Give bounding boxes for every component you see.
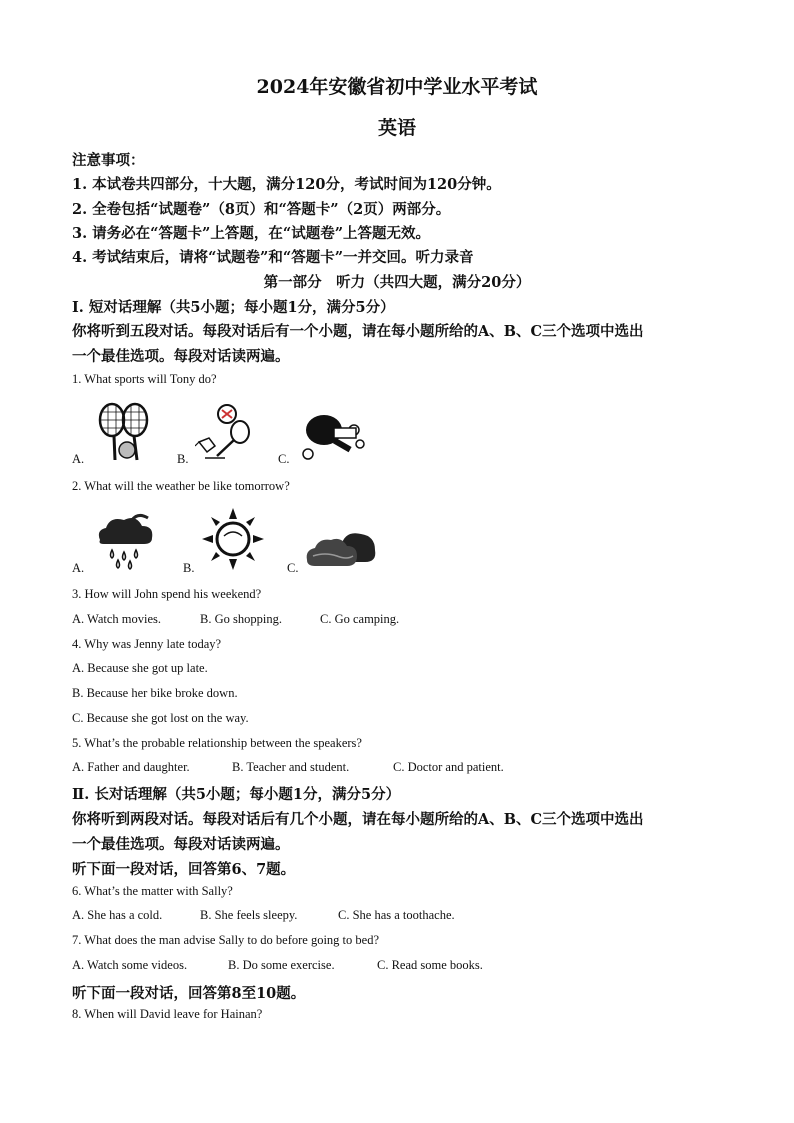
question-5: 5. What’s the probable relationship between the speakers? xyxy=(72,736,362,750)
exam-title: 2024年安徽省初中学业水平考试 xyxy=(256,76,538,98)
ping-pong-icon xyxy=(298,410,368,462)
option-a-label: A. xyxy=(72,452,85,466)
note-item: 4. 考试结束后，请将“试题卷”和“答题卡”一并交回。听力录音 xyxy=(72,249,474,266)
option-b-label: B. xyxy=(183,561,195,575)
option-c: C. Read some books. xyxy=(377,958,483,972)
question-3: 3. How will John spend his weekend? xyxy=(72,587,262,601)
part1-heading: 第一部分 听力（共四大题，满分20分） xyxy=(263,274,531,291)
note-item: 2. 全卷包括“试题卷”（8页）和“答题卡”（2页）两部分。 xyxy=(72,201,451,218)
option-c: C. Because she got lost on the way. xyxy=(72,711,249,725)
option-b: B. Teacher and student. xyxy=(232,760,350,774)
tennis-icon xyxy=(95,400,157,462)
option-b: B. She feels sleepy. xyxy=(200,908,298,922)
note-item: 1. 本试卷共四部分，十大题，满分120分，考试时间为120分钟。 xyxy=(72,176,501,193)
option-a: A. Watch movies. xyxy=(72,612,162,626)
option-c-label: C. xyxy=(287,561,299,575)
question-8: 8. When will David leave for Hainan? xyxy=(72,1007,263,1021)
exam-subject: 英语 xyxy=(377,117,416,139)
option-b-label: B. xyxy=(177,452,189,466)
option-a: A. Because she got up late. xyxy=(72,661,208,675)
badminton-icon xyxy=(195,402,257,462)
option-b: B. Do some exercise. xyxy=(228,958,335,972)
question-1: 1. What sports will Tony do? xyxy=(72,372,217,386)
option-a: A. Father and daughter. xyxy=(72,760,190,774)
question-2: 2. What will the weather be like tomorrow? xyxy=(72,479,290,493)
option-c: C. Go camping. xyxy=(320,612,400,626)
question-6: 6. What’s the matter with Sally? xyxy=(72,884,233,898)
option-c: C. Doctor and patient. xyxy=(393,760,504,774)
option-c: C. She has a toothache. xyxy=(338,908,455,922)
option-a-label: A. xyxy=(72,561,85,575)
cloud-icon xyxy=(305,526,379,570)
sun-icon xyxy=(200,506,266,572)
option-c-label: C. xyxy=(278,452,290,466)
dialog-instruction: 听下面一段对话，回答第6、7题。 xyxy=(72,861,296,878)
section1-instruction: 你将听到五段对话。每段对话后有一个小题，请在每小题所给的A、B、C三个选项中选出 xyxy=(72,323,644,340)
section1-heading: I. 短对话理解（共5小题；每小题1分，满分5分） xyxy=(72,299,395,316)
option-b: B. Because her bike broke down. xyxy=(72,686,238,700)
section1-instruction: 一个最佳选项。每段对话读两遍。 xyxy=(72,348,290,365)
option-a: A. She has a cold. xyxy=(72,908,163,922)
section2-instruction: 一个最佳选项。每段对话读两遍。 xyxy=(72,836,290,853)
notes-heading: 注意事项： xyxy=(72,152,145,169)
note-item: 3. 请务必在“答题卡”上答题，在“试题卷”上答题无效。 xyxy=(72,225,431,242)
option-a: A. Watch some videos. xyxy=(72,958,188,972)
option-b: B. Go shopping. xyxy=(200,612,282,626)
rain-icon xyxy=(92,512,158,570)
question-7: 7. What does the man advise Sally to do before going to bed? xyxy=(72,933,379,947)
dialog-instruction: 听下面一段对话，回答第8至10题。 xyxy=(72,985,306,1002)
question-4: 4. Why was Jenny late today? xyxy=(72,637,222,651)
section2-heading: Ⅱ. 长对话理解（共5小题；每小题1分，满分5分） xyxy=(72,786,401,803)
section2-instruction: 你将听到两段对话。每段对话后有几个小题，请在每小题所给的A、B、C三个选项中选出 xyxy=(72,811,644,828)
